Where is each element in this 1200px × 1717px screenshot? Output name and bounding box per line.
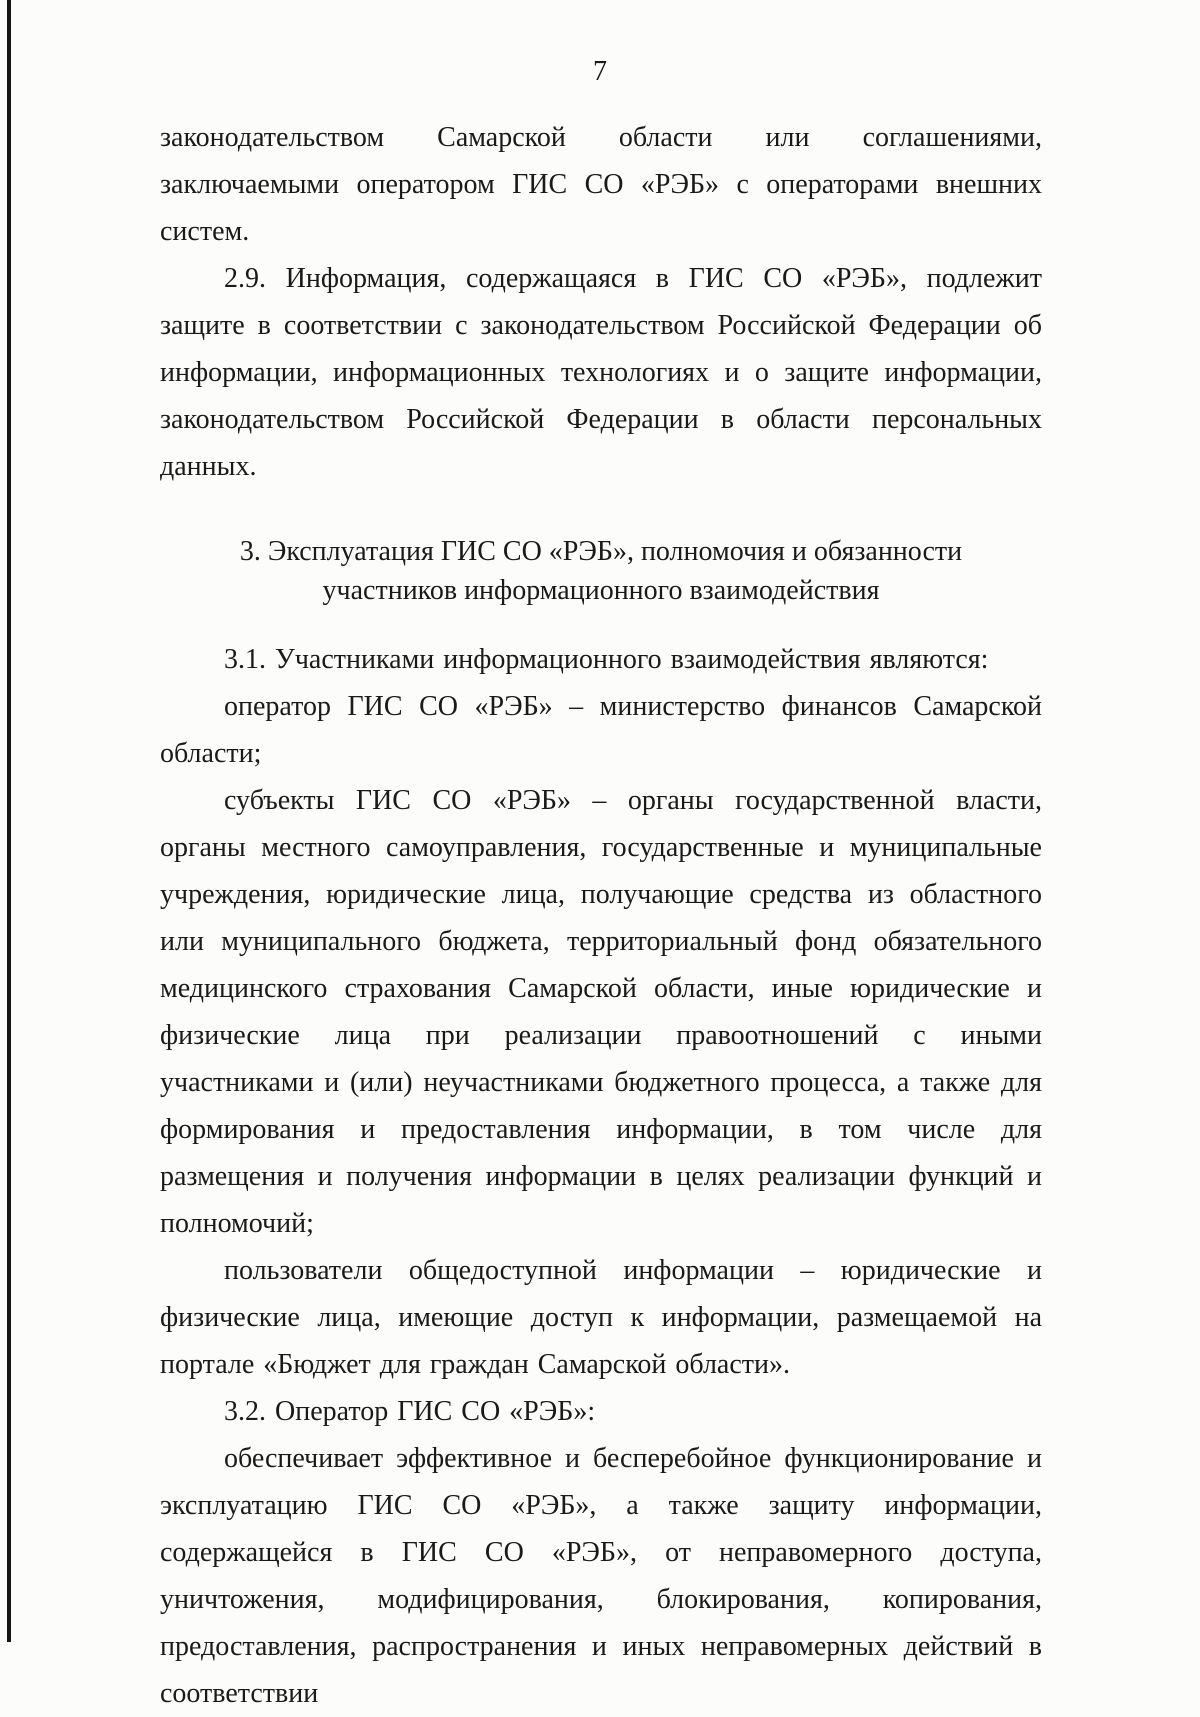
paragraph-users: пользователи общедоступной информации – юридические и физические лица, имеющие доступ к информации, размещаемой на портале «Бюджет для граждан Самарской области». bbox=[160, 1255, 1042, 1380]
document-body bbox=[160, 114, 1042, 1717]
paragraph-intro-continuation: законодательством Самарской области или соглашениями, заключаемыми оператором ГИС СО «РЭБ» с операторами внешних систем. bbox=[160, 122, 1042, 247]
scan-edge-line bbox=[7, 0, 11, 1642]
section-heading-3-line-2: участников информационного взаимодействия bbox=[322, 575, 880, 606]
page-number: 7 bbox=[593, 56, 607, 87]
paragraph-operator: оператор ГИС СО «РЭБ» – министерство финансов Самарской области; bbox=[160, 691, 1042, 769]
paragraph-3-2: 3.2. Оператор ГИС СО «РЭБ»: bbox=[224, 1396, 596, 1427]
section-heading-3-line-1: 3. Эксплуатация ГИС СО «РЭБ», полномочия и обязанности bbox=[239, 536, 963, 567]
paragraph-2-9: 2.9. Информация, содержащаяся в ГИС СО «РЭБ», подлежит защите в соответствии с законодательством Российской Федерации об информации, информационных технологиях и о защите информации, законодательством Российской Федерации в области персональных данных. bbox=[160, 263, 1042, 482]
section-heading-3 bbox=[160, 532, 1042, 610]
paragraph-operator-duties: обеспечивает эффективное и бесперебойное функционирование и эксплуатацию ГИС СО «РЭБ», а также защиту информации, содержащейся в ГИС СО «РЭБ», от неправомерного доступа, уничтожения, модифицирования, блокирования, копирования, предоставления, распространения и иных неправомерных действий в соответствии bbox=[160, 1443, 1042, 1709]
paragraph-3-1: 3.1. Участниками информационного взаимодействия являются: bbox=[224, 644, 989, 675]
paragraph-subjects: субъекты ГИС СО «РЭБ» – органы государственной власти, органы местного самоуправления, государственные и муниципальные учреждения, юридические лица, получающие средства из областного или муниципального бюджета, территориальный фонд обязательного медицинского страхования Самарской области, иные юридические и физические лица при реализации правоотношений с иными участниками и (или) неучастниками бюджетного процесса, а также для формирования и предоставления информации, в том числе для размещения и получения информации в целях реализации функций и полномочий; bbox=[160, 785, 1042, 1239]
